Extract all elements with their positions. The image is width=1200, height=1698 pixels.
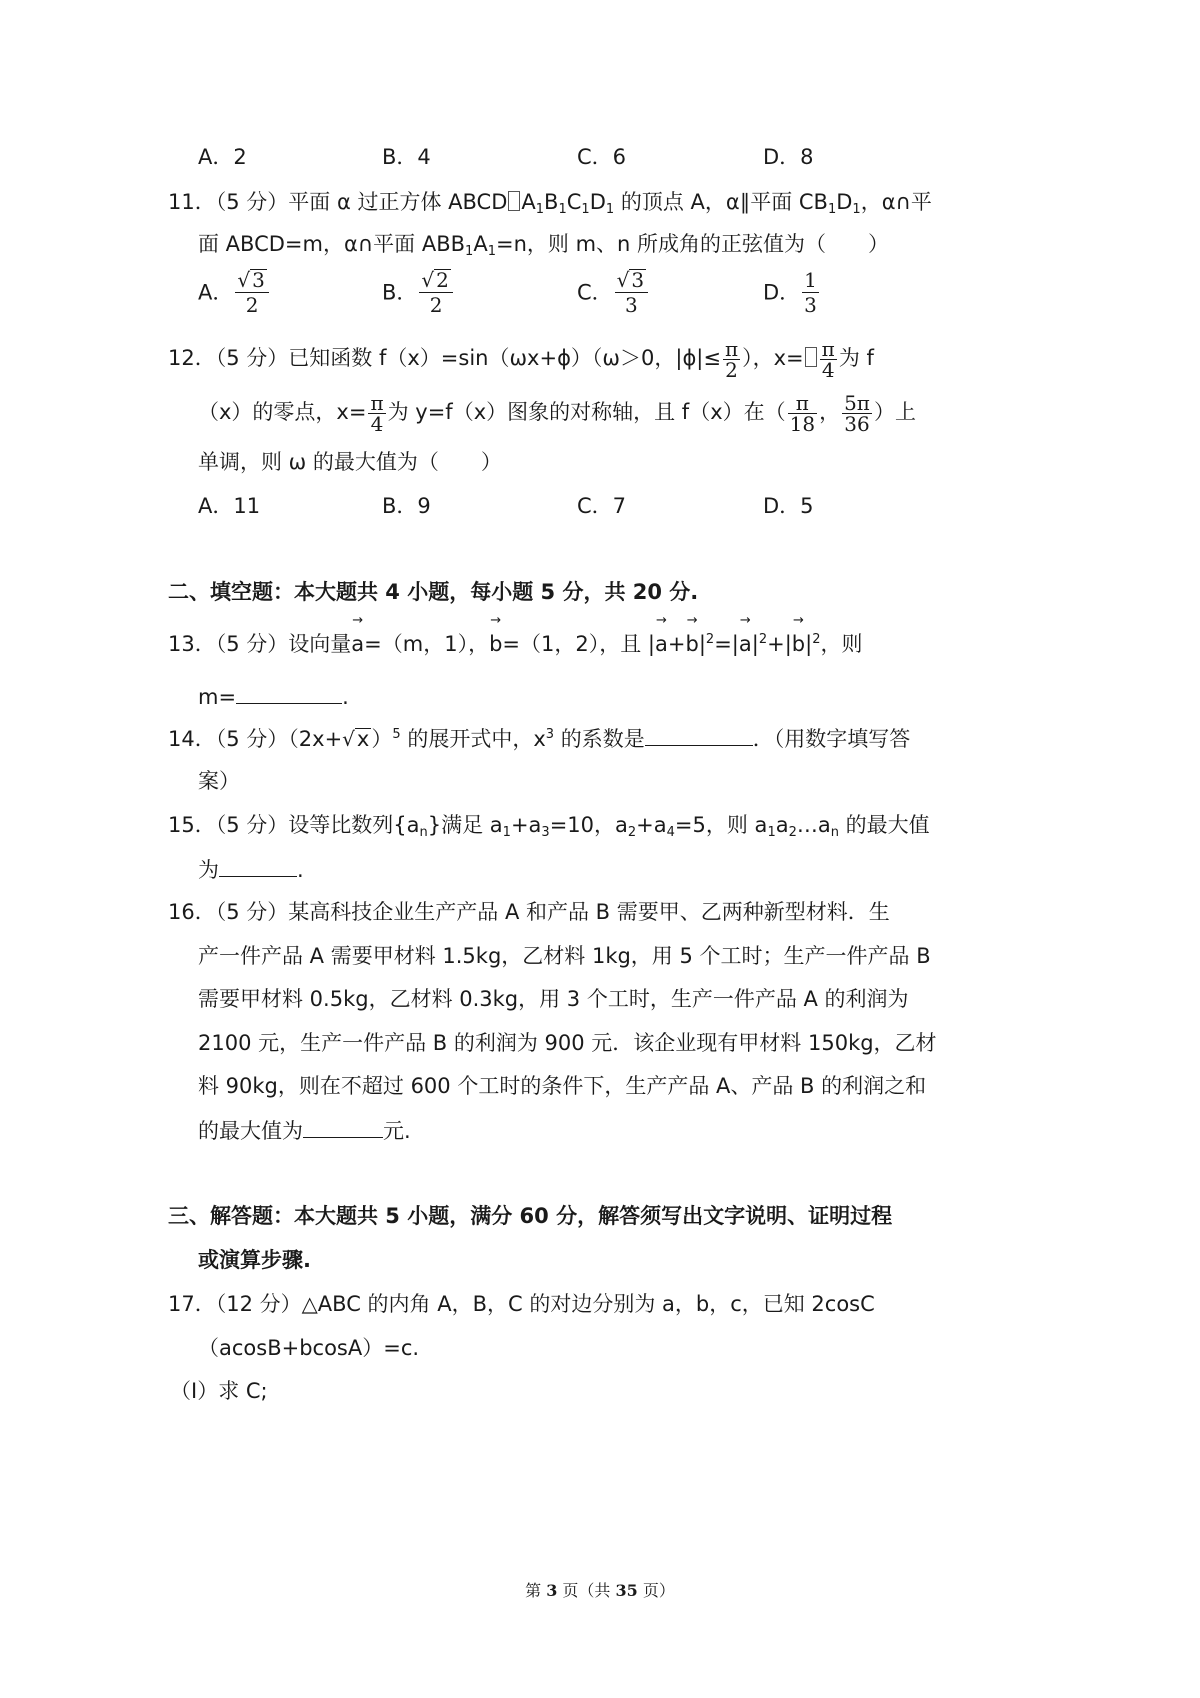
option-label: D． xyxy=(763,280,801,305)
q11-option-d xyxy=(763,268,821,317)
denominator: 4 xyxy=(368,413,385,434)
q15-line-2 xyxy=(198,854,304,884)
q13-plus: + xyxy=(667,632,686,656)
q11-text-g: D xyxy=(836,190,853,214)
fraction-pi-18 xyxy=(788,390,817,436)
option-label: C． xyxy=(577,280,613,305)
q14-score: （5 分） xyxy=(215,727,289,751)
q14-text-a: （2x+ xyxy=(288,727,343,751)
q16-line-1 xyxy=(168,897,890,927)
q17-line-2: （acosB+bcosA）=c. xyxy=(198,1336,420,1360)
option-label: B． xyxy=(382,280,418,305)
q11-line-2 xyxy=(198,229,889,259)
exponent: 5 xyxy=(392,727,401,742)
denominator: 2 xyxy=(419,292,452,317)
exponent: 2 xyxy=(758,632,768,647)
q17-part-1: （Ⅰ）求 C; xyxy=(170,1379,268,1403)
q15-period: . xyxy=(297,858,304,882)
footer-middle: 页（共 xyxy=(557,1581,616,1600)
q13-plusbar: +| xyxy=(767,632,792,656)
denominator: 4 xyxy=(820,359,837,380)
q15-text-g: a xyxy=(775,813,789,837)
subscript: 2 xyxy=(627,825,637,840)
q11-text-2b: A xyxy=(473,232,488,256)
q16-text-6a: 的最大值为 xyxy=(198,1119,303,1143)
q16-line-6 xyxy=(198,1115,411,1145)
subscript: 2 xyxy=(788,825,797,840)
q13-period: . xyxy=(342,685,349,709)
subscript: 3 xyxy=(541,825,550,840)
q13-line-1 xyxy=(168,629,862,659)
answer-blank[interactable] xyxy=(236,681,342,704)
q11-text-d: C xyxy=(566,190,582,214)
q16-line-4: 2100 元，生产一件产品 B 的利润为 900 元．该企业现有甲材料 150kg，乙材 xyxy=(198,1031,937,1055)
numerator: 2 xyxy=(436,268,449,292)
page-footer xyxy=(0,1578,1200,1601)
exponent: 2 xyxy=(812,632,821,647)
vector-b: → b xyxy=(685,629,698,659)
total-pages: 35 xyxy=(615,1581,638,1600)
q15-score: （5 分） xyxy=(215,813,289,837)
q16-line-2: 产一件产品 A 需要甲材料 1.5kg，乙材料 1kg，用 5 个工时；生产一件产品 B xyxy=(198,944,931,968)
answer-blank[interactable] xyxy=(303,1115,383,1138)
q13-number: 13． xyxy=(168,632,216,656)
section-2-title: 二、填空题：本大题共 4 小题，每小题 5 分，共 20 分. xyxy=(168,580,699,604)
q12-option-d: D．5 xyxy=(763,494,814,518)
q12-option-a: A．11 xyxy=(198,494,261,518)
q12-text-2b: 为 y=f（x）图象的对称轴，且 f（x）在（ xyxy=(387,400,786,424)
q12-text-a: 已知函数 f（x）=sin（ωx+ϕ）（ω＞0，|ϕ|≤ xyxy=(288,346,721,370)
q12-line-1 xyxy=(168,336,874,380)
answer-blank[interactable] xyxy=(645,723,753,746)
q17-number: 17． xyxy=(168,1292,216,1316)
q15-text-d: =10，a xyxy=(549,813,628,837)
missing-glyph-icon xyxy=(508,191,520,211)
vector-b: → b xyxy=(792,629,805,659)
q16-number: 16． xyxy=(168,900,216,924)
q13-text-b: =（m，1）， xyxy=(364,632,490,656)
q13-bar: | xyxy=(698,632,706,656)
numerator: π xyxy=(724,336,739,361)
q15-text-b: }满足 a xyxy=(427,813,503,837)
subscript: n xyxy=(830,825,839,840)
q12-score: （5 分） xyxy=(215,346,289,370)
q13-text-a: 设向量 xyxy=(288,632,352,656)
q11-text-e: D xyxy=(589,190,606,214)
page-number: 3 xyxy=(546,1581,558,1600)
q16-line-5: 料 90kg，则在不超过 600 个工时的条件下，生产产品 A、产品 B 的利润之和 xyxy=(198,1074,927,1098)
q11-text-2a: 面 ABCD=m，α∩平面 ABB xyxy=(198,232,466,256)
q12-text-2c: ）上 xyxy=(873,400,916,424)
q11-score: （5 分） xyxy=(215,190,289,214)
q11-option-c xyxy=(577,268,650,317)
vector-b: → b xyxy=(489,629,502,659)
q12-line-3: 单调，则 ω 的最大值为（ ） xyxy=(198,450,502,474)
q11-number: 11． xyxy=(168,190,216,214)
q12-comma: ， xyxy=(819,400,841,424)
q10-option-d: D．8 xyxy=(763,145,814,169)
q11-text-f: 的顶点 A，α∥平面 CB xyxy=(614,190,828,214)
exponent: 2 xyxy=(705,632,715,647)
vector-a: → a xyxy=(655,629,668,659)
q11-text-b: A xyxy=(521,190,536,214)
q14-text-d: 的系数是 xyxy=(554,727,645,751)
q17-score: （12 分） xyxy=(215,1292,302,1316)
q11-sub: 1 xyxy=(465,244,474,259)
q13-score: （5 分） xyxy=(215,632,289,656)
q13-text-2: m= xyxy=(198,685,237,709)
denominator: 36 xyxy=(842,413,872,434)
denominator: 2 xyxy=(723,359,740,380)
q15-text-f: =5，则 a xyxy=(674,813,768,837)
fraction-pi-2 xyxy=(723,336,740,382)
q11-option-a xyxy=(198,268,271,317)
q14-line-1 xyxy=(168,723,910,753)
subscript: 4 xyxy=(666,825,675,840)
q15-text-c: +a xyxy=(510,813,542,837)
section-3-title-line-2: 或演算步骤. xyxy=(198,1248,311,1272)
q10-option-b: B．4 xyxy=(382,145,431,169)
radicand: x xyxy=(356,727,370,751)
q11-line-1 xyxy=(168,187,932,217)
q15-line-1 xyxy=(168,810,930,840)
q13-text-c: =（1，2），且 | xyxy=(502,632,655,656)
q13-text-h: ，则 xyxy=(820,632,863,656)
numerator: 1 xyxy=(804,268,817,292)
q12-text-b: ），x= xyxy=(742,346,804,370)
denominator: 2 xyxy=(235,292,268,317)
q15-number: 15． xyxy=(168,813,216,837)
q15-text-e: +a xyxy=(636,813,667,837)
q11-text-a: 平面 α 过正方体 ABCD xyxy=(288,190,508,214)
numerator: π xyxy=(821,336,835,361)
q10-option-a: A．2 xyxy=(198,145,247,169)
answer-blank[interactable] xyxy=(219,854,297,877)
q15-text-h: …a xyxy=(796,813,831,837)
q14-text-e: ．（用数字填写答 xyxy=(752,727,911,751)
footer-suffix: 页） xyxy=(637,1581,675,1600)
q11-sub: 1 xyxy=(558,202,567,217)
q10-option-c: C．6 xyxy=(577,145,627,169)
numerator: 5π xyxy=(844,390,870,415)
q12-option-c: C．7 xyxy=(577,494,627,518)
q11-sub: 1 xyxy=(581,202,590,217)
numerator: π xyxy=(370,390,384,415)
fraction-pi-4 xyxy=(368,390,385,436)
q11-sub: 1 xyxy=(852,202,861,217)
vector-a: → a xyxy=(739,629,752,659)
q17-text-1: △ABC 的内角 A，B，C 的对边分别为 a，b，c，已知 2cosC xyxy=(301,1292,875,1316)
q12-number: 12． xyxy=(168,346,216,370)
fraction: $\frac{√ 3}{3}$ xyxy=(615,268,648,317)
fraction-pi-4 xyxy=(820,336,837,382)
q13-line-2 xyxy=(198,681,349,711)
q14-number: 14． xyxy=(168,727,216,751)
q14-text-b: ） xyxy=(371,727,393,751)
q12-text-c: 为 f xyxy=(838,346,874,370)
q14-line-2: 案） xyxy=(198,769,240,793)
q11-text-h: ，α∩平 xyxy=(860,190,932,214)
numerator: π xyxy=(795,390,809,415)
q11-option-b xyxy=(382,268,455,317)
q11-sub: 1 xyxy=(535,202,545,217)
q16-score: （5 分） xyxy=(215,900,289,924)
sqrt-x: √x xyxy=(342,727,370,751)
q12-text-2a: （x）的零点，x= xyxy=(198,400,367,424)
q16-text-1: 某高科技企业生产产品 A 和产品 B 需要甲、乙两种新型材料．生 xyxy=(288,900,890,924)
q12-option-b: B．9 xyxy=(382,494,431,518)
q15-text-a: 设等比数列{a xyxy=(288,813,420,837)
q15-text-2: 为 xyxy=(198,858,219,882)
q11-sub: 1 xyxy=(827,202,837,217)
numerator: 3 xyxy=(631,268,645,292)
q11-sub: 1 xyxy=(487,244,496,259)
fraction-5pi-36 xyxy=(842,390,872,436)
denominator: 18 xyxy=(789,411,816,436)
q12-line-2 xyxy=(198,390,916,434)
footer-prefix: 第 xyxy=(525,1581,547,1600)
denominator: 3 xyxy=(615,292,648,317)
q14-text-c: 的展开式中，x xyxy=(400,727,546,751)
fraction: $\frac{√ 3}{2}$ xyxy=(235,268,268,317)
q13-bar: | xyxy=(751,632,759,656)
q17-line-1 xyxy=(168,1289,875,1319)
subscript: 1 xyxy=(502,825,511,840)
q11-sub: 1 xyxy=(605,202,615,217)
q13-eq: =| xyxy=(714,632,739,656)
fraction xyxy=(802,268,819,317)
vector-a: → a xyxy=(351,629,364,659)
section-3-title-line-1: 三、解答题：本大题共 5 小题，满分 60 分，解答须写出文字说明、证明过程 xyxy=(168,1204,893,1228)
q11-text-c: B xyxy=(544,190,559,214)
subscript: 1 xyxy=(767,825,776,840)
q16-text-6b: 元. xyxy=(383,1119,411,1143)
missing-glyph-icon xyxy=(805,347,817,367)
subscript: n xyxy=(419,825,428,840)
denominator: 3 xyxy=(804,293,817,317)
exponent: 3 xyxy=(545,727,555,742)
q15-text-i: 的最大值 xyxy=(839,813,930,837)
option-label: A． xyxy=(198,280,234,305)
q13-bar: | xyxy=(805,632,813,656)
fraction: $\frac{√ 2}{2}$ xyxy=(419,268,452,317)
q16-line-3: 需要甲材料 0.5kg，乙材料 0.3kg，用 3 个工时，生产一件产品 A 的利润为 xyxy=(198,987,909,1011)
q11-text-2c: =n，则 m、n 所成角的正弦值为（ ） xyxy=(495,232,890,256)
numerator: 3 xyxy=(252,268,265,292)
